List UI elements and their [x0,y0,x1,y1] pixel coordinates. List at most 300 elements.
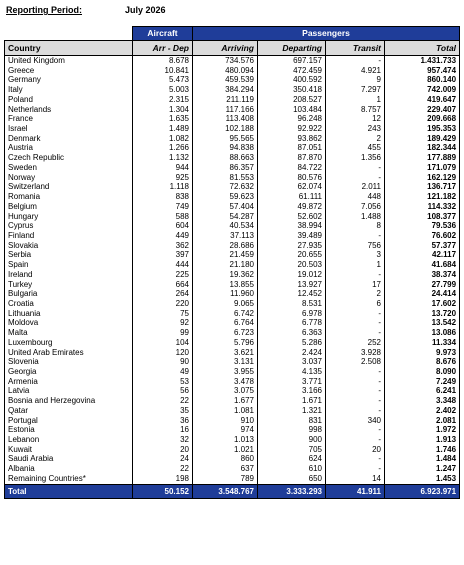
country-cell: Poland [5,95,133,105]
departing-cell: 87.051 [258,143,326,153]
total-cell: 27.799 [385,280,460,290]
departing-cell: 5.286 [258,338,326,348]
transit-cell: 340 [326,416,385,426]
departing-cell: 61.111 [258,192,326,202]
departing-cell: 610 [258,464,326,474]
aircraft-cell: 1.118 [133,182,193,192]
column-header-arr-dep: Arr - Dep [133,41,193,56]
arriving-cell: 1.677 [193,396,258,406]
group-header-passengers: Passengers [193,27,460,41]
aircraft-cell: 604 [133,221,193,231]
table-row [5,105,460,115]
arriving-cell: 40.534 [193,221,258,231]
total-cell: 2.402 [385,406,460,416]
arriving-cell: 1.081 [193,406,258,416]
transit-cell: 252 [326,338,385,348]
arriving-cell: 974 [193,425,258,435]
country-cell: Czech Republic [5,153,133,163]
aircraft-cell: 24 [133,454,193,464]
country-cell: Denmark [5,134,133,144]
arriving-cell: 480.094 [193,66,258,76]
country-cell: Slovakia [5,241,133,251]
table-row [5,435,460,445]
departing-cell: 38.994 [258,221,326,231]
aircraft-cell: 925 [133,173,193,183]
total-cell: 209.668 [385,114,460,124]
arriving-cell: 3.621 [193,348,258,358]
total-cell: 108.377 [385,212,460,222]
country-cell: Albania [5,464,133,474]
table-row [5,445,460,455]
table-row [5,280,460,290]
total-arriving: 3.548.767 [193,484,258,498]
aircraft-cell: 1.489 [133,124,193,134]
country-cell: Switzerland [5,182,133,192]
arriving-cell: 117.166 [193,105,258,115]
aircraft-cell: 16 [133,425,193,435]
column-header-arriving: Arriving [193,41,258,56]
transit-cell: - [326,406,385,416]
aircraft-cell: 35 [133,406,193,416]
table-row [5,221,460,231]
aircraft-cell: 53 [133,377,193,387]
table-body [5,56,460,485]
transit-cell: - [326,435,385,445]
departing-cell: 62.074 [258,182,326,192]
transit-cell: - [326,270,385,280]
total-cell: 17.602 [385,299,460,309]
departing-cell: 103.484 [258,105,326,115]
country-cell: Lithuania [5,309,133,319]
departing-cell: 20.655 [258,250,326,260]
country-cell: Norway [5,173,133,183]
total-cell: 38.374 [385,270,460,280]
arriving-cell: 57.404 [193,202,258,212]
table-row [5,289,460,299]
arriving-cell: 6.742 [193,309,258,319]
table-row [5,163,460,173]
transit-cell: - [326,231,385,241]
arriving-cell: 860 [193,454,258,464]
arriving-cell: 3.131 [193,357,258,367]
aircraft-cell: 49 [133,367,193,377]
country-cell: Spain [5,260,133,270]
total-cell: 121.182 [385,192,460,202]
departing-cell: 3.037 [258,357,326,367]
table-row [5,95,460,105]
arriving-cell: 1.013 [193,435,258,445]
aircraft-cell: 32 [133,435,193,445]
table-row [5,357,460,367]
departing-cell: 93.862 [258,134,326,144]
aircraft-cell: 1.266 [133,143,193,153]
table-row [5,250,460,260]
aircraft-cell: 838 [133,192,193,202]
transit-cell: 243 [326,124,385,134]
country-cell: Israel [5,124,133,134]
table-row [5,56,460,66]
aircraft-cell: 2.315 [133,95,193,105]
arriving-cell: 37.113 [193,231,258,241]
country-cell: Ireland [5,270,133,280]
total-cell: 162.129 [385,173,460,183]
country-cell: Hungary [5,212,133,222]
arriving-cell: 28.686 [193,241,258,251]
arriving-cell: 81.553 [193,173,258,183]
table-row [5,406,460,416]
transit-cell: 4.921 [326,66,385,76]
country-cell: Saudi Arabia [5,454,133,464]
departing-cell: 4.135 [258,367,326,377]
departing-cell: 400.592 [258,75,326,85]
arriving-cell: 384.294 [193,85,258,95]
arriving-cell: 9.065 [193,299,258,309]
table-row [5,124,460,134]
departing-cell: 20.503 [258,260,326,270]
table-row [5,425,460,435]
departing-cell: 84.722 [258,163,326,173]
transit-cell: 455 [326,143,385,153]
table-row [5,328,460,338]
transit-cell: 8.757 [326,105,385,115]
departing-cell: 2.424 [258,348,326,358]
aircraft-cell: 56 [133,386,193,396]
table-row [5,318,460,328]
transit-cell: 1.488 [326,212,385,222]
country-cell: Georgia [5,367,133,377]
transit-cell: - [326,173,385,183]
table-row [5,464,460,474]
departing-cell: 6.778 [258,318,326,328]
total-cell: 177.889 [385,153,460,163]
departing-cell: 87.870 [258,153,326,163]
country-cell: Serbia [5,250,133,260]
arriving-cell: 11.960 [193,289,258,299]
departing-cell: 52.602 [258,212,326,222]
total-cell: 11.334 [385,338,460,348]
departing-cell: 624 [258,454,326,464]
arriving-cell: 54.287 [193,212,258,222]
table-row [5,260,460,270]
total-transit: 41.911 [326,484,385,498]
passenger-statistics-table [4,26,460,499]
arriving-cell: 3.478 [193,377,258,387]
country-cell: Italy [5,85,133,95]
arriving-cell: 211.119 [193,95,258,105]
country-cell: Netherlands [5,105,133,115]
table-row [5,212,460,222]
departing-cell: 998 [258,425,326,435]
table-row [5,299,460,309]
total-cell: 182.344 [385,143,460,153]
total-cell: 195.353 [385,124,460,134]
table-row [5,173,460,183]
country-cell: Armenia [5,377,133,387]
column-header-transit: Transit [326,41,385,56]
aircraft-cell: 198 [133,474,193,484]
table-row [5,367,460,377]
departing-cell: 705 [258,445,326,455]
country-cell: Kuwait [5,445,133,455]
transit-cell: - [326,454,385,464]
transit-cell: - [326,386,385,396]
country-cell: Turkey [5,280,133,290]
aircraft-cell: 99 [133,328,193,338]
departing-cell: 19.012 [258,270,326,280]
country-cell: Sweden [5,163,133,173]
aircraft-cell: 5.003 [133,85,193,95]
total-cell: 1.453 [385,474,460,484]
table-row [5,66,460,76]
aircraft-cell: 1.635 [133,114,193,124]
country-cell: Latvia [5,386,133,396]
country-cell: Finland [5,231,133,241]
aircraft-cell: 20 [133,445,193,455]
table-row [5,85,460,95]
table-row [5,202,460,212]
transit-cell: - [326,396,385,406]
transit-cell: 2 [326,289,385,299]
country-cell: Remaining Countries* [5,474,133,484]
total-cell: 7.249 [385,377,460,387]
transit-cell: - [326,377,385,387]
departing-cell: 6.978 [258,309,326,319]
aircraft-cell: 664 [133,280,193,290]
aircraft-cell: 36 [133,416,193,426]
column-header-departing: Departing [258,41,326,56]
table-row [5,114,460,124]
departing-cell: 92.922 [258,124,326,134]
aircraft-cell: 1.304 [133,105,193,115]
column-header-country: Country [5,41,133,56]
total-cell: 189.429 [385,134,460,144]
aircraft-cell: 75 [133,309,193,319]
reporting-period-label: Reporting Period: [6,5,82,15]
departing-cell: 1.671 [258,396,326,406]
arriving-cell: 1.021 [193,445,258,455]
aircraft-cell: 444 [133,260,193,270]
transit-cell: 14 [326,474,385,484]
departing-cell: 39.489 [258,231,326,241]
group-header-row [5,27,460,41]
total-cell: 742.009 [385,85,460,95]
transit-cell: 448 [326,192,385,202]
aircraft-cell: 8.678 [133,56,193,66]
total-departing: 3.333.293 [258,484,326,498]
total-cell: 76.602 [385,231,460,241]
arriving-cell: 6.764 [193,318,258,328]
country-cell: Qatar [5,406,133,416]
table-row [5,192,460,202]
country-cell: Lebanon [5,435,133,445]
aircraft-cell: 362 [133,241,193,251]
aircraft-cell: 5.473 [133,75,193,85]
departing-cell: 12.452 [258,289,326,299]
transit-cell: 20 [326,445,385,455]
country-cell: France [5,114,133,124]
arriving-cell: 789 [193,474,258,484]
aircraft-cell: 220 [133,299,193,309]
country-cell: Moldova [5,318,133,328]
transit-cell: 12 [326,114,385,124]
country-cell: Belgium [5,202,133,212]
departing-cell: 650 [258,474,326,484]
total-cell: 1.431.733 [385,56,460,66]
aircraft-cell: 1.082 [133,134,193,144]
aircraft-cell: 1.132 [133,153,193,163]
departing-cell: 208.527 [258,95,326,105]
table-row [5,338,460,348]
departing-cell: 13.927 [258,280,326,290]
aircraft-cell: 92 [133,318,193,328]
total-cell: 13.542 [385,318,460,328]
departing-cell: 831 [258,416,326,426]
total-label: Total [5,484,133,498]
total-cell: 9.973 [385,348,460,358]
group-header-aircraft: Aircraft [133,27,193,41]
arriving-cell: 3.075 [193,386,258,396]
aircraft-cell: 22 [133,464,193,474]
arriving-cell: 5.796 [193,338,258,348]
transit-cell: 1.356 [326,153,385,163]
aircraft-cell: 588 [133,212,193,222]
aircraft-cell: 397 [133,250,193,260]
arriving-cell: 102.188 [193,124,258,134]
total-cell: 41.684 [385,260,460,270]
country-cell: Romania [5,192,133,202]
departing-cell: 900 [258,435,326,445]
transit-cell: 6 [326,299,385,309]
table-row [5,231,460,241]
arriving-cell: 113.408 [193,114,258,124]
total-row [5,484,460,498]
arriving-cell: 59.623 [193,192,258,202]
transit-cell: 756 [326,241,385,251]
country-cell: Croatia [5,299,133,309]
country-cell: Germany [5,75,133,85]
arriving-cell: 21.180 [193,260,258,270]
country-cell: Portugal [5,416,133,426]
departing-cell: 6.363 [258,328,326,338]
total-cell: 8.676 [385,357,460,367]
country-cell: Slovenia [5,357,133,367]
departing-cell: 27.935 [258,241,326,251]
country-cell: Cyprus [5,221,133,231]
aircraft-cell: 749 [133,202,193,212]
departing-cell: 1.321 [258,406,326,416]
total-aircraft: 50.152 [133,484,193,498]
country-cell: Bosnia and Herzegovina [5,396,133,406]
transit-cell: 2 [326,134,385,144]
arriving-cell: 72.632 [193,182,258,192]
column-header-row [5,41,460,56]
total-cell: 1.247 [385,464,460,474]
total-cell: 171.079 [385,163,460,173]
arriving-cell: 13.855 [193,280,258,290]
total-cell: 3.348 [385,396,460,406]
table-row [5,182,460,192]
country-cell: United Kingdom [5,56,133,66]
total-cell: 8.090 [385,367,460,377]
country-cell: United Arab Emirates [5,348,133,358]
total-cell: 1.913 [385,435,460,445]
arriving-cell: 95.565 [193,134,258,144]
arriving-cell: 459.539 [193,75,258,85]
arriving-cell: 21.459 [193,250,258,260]
transit-cell: 1 [326,95,385,105]
total-cell: 42.117 [385,250,460,260]
arriving-cell: 94.838 [193,143,258,153]
total-cell: 57.377 [385,241,460,251]
arriving-cell: 88.663 [193,153,258,163]
departing-cell: 8.531 [258,299,326,309]
arriving-cell: 86.357 [193,163,258,173]
table-row [5,143,460,153]
total-cell: 114.332 [385,202,460,212]
aircraft-cell: 449 [133,231,193,241]
arriving-cell: 19.362 [193,270,258,280]
transit-cell: - [326,425,385,435]
country-cell: Bulgaria [5,289,133,299]
table-row [5,309,460,319]
total-cell: 1.972 [385,425,460,435]
reporting-period-value: July 2026 [125,5,166,15]
table-row [5,377,460,387]
transit-cell: - [326,464,385,474]
total-cell: 6.241 [385,386,460,396]
transit-cell: - [326,163,385,173]
transit-cell: 9 [326,75,385,85]
aircraft-cell: 104 [133,338,193,348]
table-row [5,153,460,163]
total-cell: 13.086 [385,328,460,338]
arriving-cell: 734.576 [193,56,258,66]
transit-cell: - [326,318,385,328]
departing-cell: 472.459 [258,66,326,76]
arriving-cell: 3.955 [193,367,258,377]
total-cell: 1.484 [385,454,460,464]
table-row [5,396,460,406]
transit-cell: 7.056 [326,202,385,212]
transit-cell: 17 [326,280,385,290]
total-passengers: 6.923.971 [385,484,460,498]
aircraft-cell: 22 [133,396,193,406]
table-row [5,134,460,144]
table-row [5,241,460,251]
total-cell: 79.536 [385,221,460,231]
arriving-cell: 910 [193,416,258,426]
transit-cell: - [326,56,385,66]
departing-cell: 3.771 [258,377,326,387]
aircraft-cell: 264 [133,289,193,299]
country-cell: Luxembourg [5,338,133,348]
aircraft-cell: 944 [133,163,193,173]
column-header-total: Total [385,41,460,56]
transit-cell: 1 [326,260,385,270]
total-cell: 229.407 [385,105,460,115]
total-cell: 24.414 [385,289,460,299]
table-row [5,75,460,85]
country-cell: Greece [5,66,133,76]
reporting-period [6,5,166,15]
arriving-cell: 637 [193,464,258,474]
group-header-blank [5,27,133,41]
arriving-cell: 6.723 [193,328,258,338]
departing-cell: 697.157 [258,56,326,66]
country-cell: Malta [5,328,133,338]
table-row [5,454,460,464]
table-row [5,270,460,280]
